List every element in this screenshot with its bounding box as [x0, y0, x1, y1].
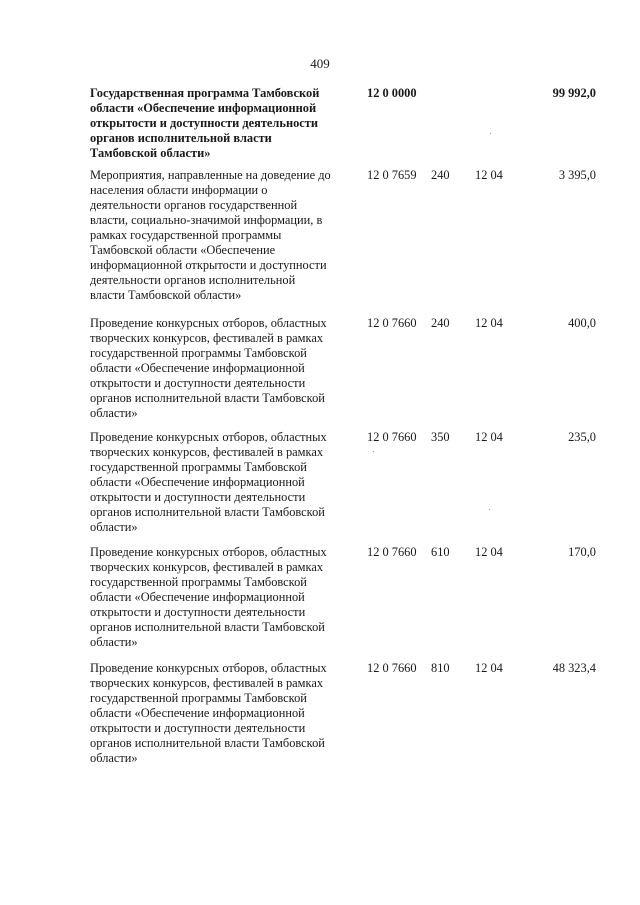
row-description: Проведение конкурсных отборов, областных творческих конкурсов, фестивалей в рамках государственной программы Тамбовской области «Обеспечение информационной открытости и доступности деятельности органов исполнительной власти Тамбовской области»: [90, 545, 327, 649]
scan-speck: [373, 451, 374, 452]
row-amount: 400,0: [568, 316, 596, 330]
row-expense-type-code: 610: [431, 545, 450, 559]
row-target-article-code: 12 0 7659: [367, 168, 417, 182]
row-amount: 3 395,0: [558, 168, 596, 182]
budget-table: [90, 86, 598, 766]
row-amount: 99 992,0: [552, 86, 596, 100]
row-section-code: 12 04: [475, 316, 503, 330]
table-row: [90, 316, 598, 421]
row-description: Проведение конкурсных отборов, областных творческих конкурсов, фестивалей в рамках государственной программы Тамбовской области «Обеспечение информационной открытости и доступности деятельности органов исполнительной власти Тамбовской области»: [90, 661, 327, 765]
row-amount: 235,0: [568, 430, 596, 444]
table-row: [90, 168, 598, 303]
scan-speck: [490, 133, 491, 134]
table-row: [90, 661, 598, 766]
row-target-article-code: 12 0 7660: [367, 545, 417, 559]
scan-speck: [489, 509, 490, 510]
row-target-article-code: 12 0 7660: [367, 661, 417, 675]
row-description: Мероприятия, направленные на доведение до населения области информации о деятельности органов государственной власти, социально-значимой информации, в рамках государственной программы Тамбовской области «Обеспечение информационной открытости и доступности деятельности органов исполнительной власти Тамбовской области»: [90, 168, 331, 302]
row-section-code: 12 04: [475, 545, 503, 559]
row-expense-type-code: 240: [431, 316, 450, 330]
row-target-article-code: 12 0 0000: [367, 86, 417, 100]
row-description: Проведение конкурсных отборов, областных творческих конкурсов, фестивалей в рамках государственной программы Тамбовской области «Обеспечение информационной открытости и доступности деятельности органов исполнительной власти Тамбовской области»: [90, 316, 327, 420]
row-expense-type-code: 350: [431, 430, 450, 444]
row-target-article-code: 12 0 7660: [367, 430, 417, 444]
row-amount: 170,0: [568, 545, 596, 559]
row-section-code: 12 04: [475, 661, 503, 675]
row-description: Государственная программа Тамбовской области «Обеспечение информационной открытости и доступности деятельности органов исполнительной власти Тамбовской области»: [90, 86, 320, 160]
row-expense-type-code: 810: [431, 661, 450, 675]
row-expense-type-code: 240: [431, 168, 450, 182]
row-target-article-code: 12 0 7660: [367, 316, 417, 330]
row-section-code: 12 04: [475, 430, 503, 444]
table-row: [90, 430, 598, 535]
table-row: [90, 545, 598, 650]
page-number: 409: [310, 56, 330, 71]
table-row: [90, 86, 598, 161]
row-section-code: 12 04: [475, 168, 503, 182]
row-description: Проведение конкурсных отборов, областных творческих конкурсов, фестивалей в рамках государственной программы Тамбовской области «Обеспечение информационной открытости и доступности деятельности органов исполнительной власти Тамбовской области»: [90, 430, 327, 534]
row-amount: 48 323,4: [552, 661, 596, 675]
